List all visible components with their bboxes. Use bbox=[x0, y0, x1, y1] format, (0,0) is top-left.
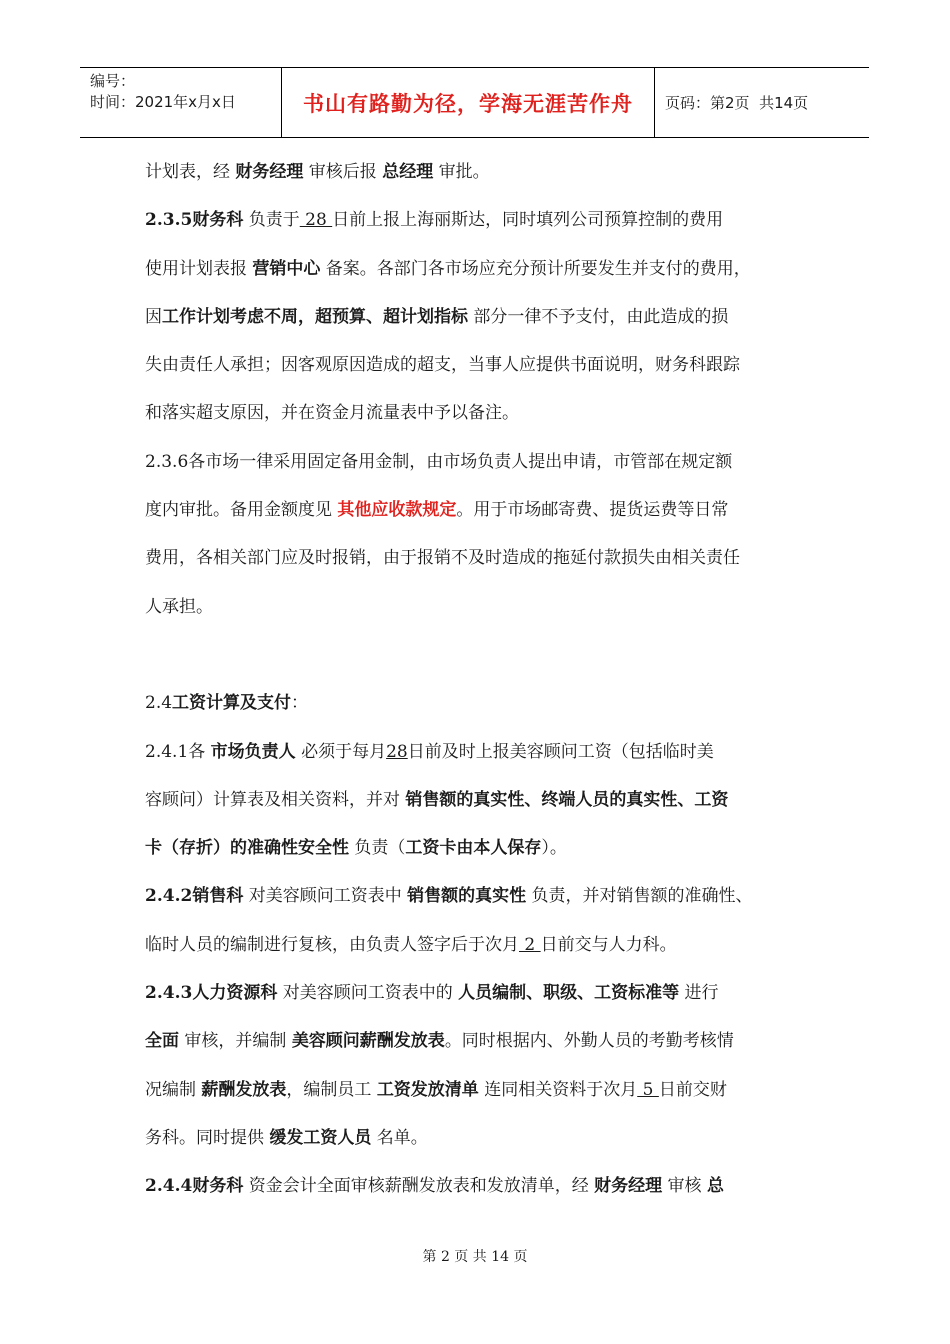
text-line bbox=[145, 486, 855, 534]
text-span: 审批。 bbox=[433, 162, 490, 182]
page-header bbox=[80, 67, 869, 138]
text-line bbox=[145, 341, 855, 389]
text-span: ： bbox=[291, 693, 309, 714]
bold-text: 美容顾问薪酬发放表 bbox=[291, 1031, 445, 1052]
doc-number-label: 编号： bbox=[90, 72, 136, 90]
text-span: ）。 bbox=[541, 838, 567, 859]
bold-text: 销售额的真实性、终端人员的真实性、工资 bbox=[405, 789, 729, 810]
text-line bbox=[145, 438, 855, 486]
text-span: 负责，并对销售额的准确性、 bbox=[526, 886, 753, 907]
text-line bbox=[145, 679, 855, 727]
text-line bbox=[145, 921, 855, 969]
underlined-value: 28 bbox=[299, 210, 333, 231]
text-span: 备案。各部门各市场应充分预计所要发生并支付的费用， bbox=[320, 258, 751, 279]
bold-text: 2.3.5财务科 bbox=[145, 210, 244, 231]
text-line bbox=[145, 1162, 855, 1210]
text-span: 日前交与人力科。 bbox=[540, 934, 677, 955]
text-line bbox=[145, 534, 855, 582]
text-line bbox=[145, 1114, 855, 1162]
text-span: 和落实超支原因，并在资金月流量表中予以备注。 bbox=[145, 403, 519, 424]
text-line bbox=[145, 824, 855, 872]
text-span: 连同相关资料于次月 bbox=[478, 1079, 638, 1100]
underlined-value: 2 bbox=[519, 934, 541, 955]
bold-text: 工资计算及支付 bbox=[172, 693, 292, 714]
text-span: 临时人员的编制进行复核，由负责人签字后于次月 bbox=[145, 934, 519, 955]
bold-text: 销售额的真实性 bbox=[407, 886, 527, 907]
text-span: 资金会计全面审核薪酬发放表和发放清单，经 bbox=[243, 1176, 595, 1197]
bold-text: 卡（存折）的准确性安全性 bbox=[145, 838, 349, 859]
text-line bbox=[145, 245, 855, 293]
text-span: 2.3.6各市场一律采用固定备用金制，由市场负责人提出申请，市管部在规定额 bbox=[145, 451, 733, 472]
text-span: ，编制员工 bbox=[286, 1079, 377, 1100]
bold-text: 工资发放清单 bbox=[376, 1079, 479, 1100]
text-span: 日前及时上报美容顾问工资（包括临时美 bbox=[407, 741, 714, 762]
bold-text: 工资卡由本人保存 bbox=[405, 838, 542, 859]
text-line bbox=[145, 728, 855, 776]
text-span: 2.4 bbox=[145, 693, 173, 714]
text-line bbox=[145, 148, 855, 196]
bold-text: 市场负责人 bbox=[210, 741, 296, 762]
text-line bbox=[145, 969, 855, 1017]
bold-text: 营销中心 bbox=[252, 258, 321, 279]
text-span: 务科。同时提供 bbox=[145, 1127, 270, 1148]
text-span: 对美容顾问工资表中的 bbox=[277, 983, 459, 1004]
text-span: 费用，各相关部门应及时报销，由于报销不及时造成的拖延付款损失由相关责任 bbox=[145, 548, 740, 569]
text-line bbox=[145, 293, 855, 341]
header-page-info: 页码：第2页 共14页 bbox=[665, 94, 809, 112]
text-span: 日前上报上海丽斯达，同时填列公司预算控制的费用 bbox=[332, 210, 724, 231]
text-span: 使用计划表报 bbox=[145, 258, 253, 279]
doc-time-label: 时间：2021年x月x日 bbox=[90, 93, 236, 111]
bold-text: 总 bbox=[706, 1176, 724, 1197]
bold-text: 人员编制、职级、工资标准等 bbox=[458, 983, 680, 1004]
text-line bbox=[145, 1017, 855, 1065]
text-span: 失由责任人承担；因客观原因造成的超支，当事人应提供书面说明，财务科跟踪 bbox=[145, 355, 740, 376]
text-span: 进行 bbox=[679, 983, 719, 1004]
bold-text: 2.4.2销售科 bbox=[145, 886, 244, 907]
document-body bbox=[145, 148, 855, 1211]
text-span: 。用于市场邮寄费、提货运费等日常 bbox=[456, 500, 729, 521]
text-span: 。同时根据内、外勤人员的考勤考核情 bbox=[444, 1031, 734, 1052]
bold-text: 薪酬发放表 bbox=[201, 1079, 287, 1100]
bold-text: 2.4.3人力资源科 bbox=[145, 983, 278, 1004]
underlined-value: 5 bbox=[637, 1079, 659, 1100]
text-span: 部分一律不予支付，由此造成的损 bbox=[468, 306, 729, 327]
text-span: 况编制 bbox=[145, 1079, 202, 1100]
text-span: 负责于 bbox=[243, 210, 300, 231]
text-span: 审核，并编制 bbox=[179, 1031, 292, 1052]
text-span: 因 bbox=[145, 306, 162, 327]
bold-text: 总经理 bbox=[382, 162, 434, 182]
text-span: 负责（ bbox=[349, 838, 406, 859]
bold-text: 工作计划考虑不周，超预算、超计划指标 bbox=[162, 306, 468, 327]
text-span: 计划表，经 bbox=[145, 162, 236, 182]
text-line bbox=[145, 776, 855, 824]
text-span: 对美容顾问工资表中 bbox=[243, 886, 408, 907]
bold-text: 财务经理 bbox=[594, 1176, 663, 1197]
underlined-value: 28 bbox=[386, 741, 408, 762]
blank-line bbox=[145, 631, 855, 679]
text-span: 审核 bbox=[662, 1176, 707, 1197]
text-span: 名单。 bbox=[371, 1127, 428, 1148]
highlight-text: 其他应收款规定 bbox=[337, 500, 457, 521]
text-span: 人承担。 bbox=[145, 596, 213, 617]
text-span: 必须于每月 bbox=[295, 741, 387, 762]
text-line bbox=[145, 872, 855, 920]
page-footer: 第 2 页 共 14 页 bbox=[422, 1249, 528, 1265]
text-line bbox=[145, 583, 855, 631]
bold-text: 财务经理 bbox=[235, 162, 304, 182]
text-line bbox=[145, 1066, 855, 1114]
text-span: 日前交财 bbox=[658, 1079, 727, 1100]
text-span: 2.4.1各 bbox=[145, 741, 211, 762]
bold-text: 缓发工资人员 bbox=[269, 1127, 372, 1148]
text-line bbox=[145, 389, 855, 437]
header-meta bbox=[80, 68, 282, 137]
text-span: 审核后报 bbox=[303, 162, 383, 182]
bold-text: 全面 bbox=[145, 1031, 179, 1052]
bold-text: 2.4.4财务科 bbox=[145, 1176, 244, 1197]
header-motto: 书山有路勤为径，学海无涯苦作舟 bbox=[282, 68, 655, 137]
text-span: 度内审批。备用金额度见 bbox=[145, 500, 338, 521]
text-span: 容顾问）计算表及相关资料，并对 bbox=[145, 789, 406, 810]
text-line bbox=[145, 196, 855, 244]
